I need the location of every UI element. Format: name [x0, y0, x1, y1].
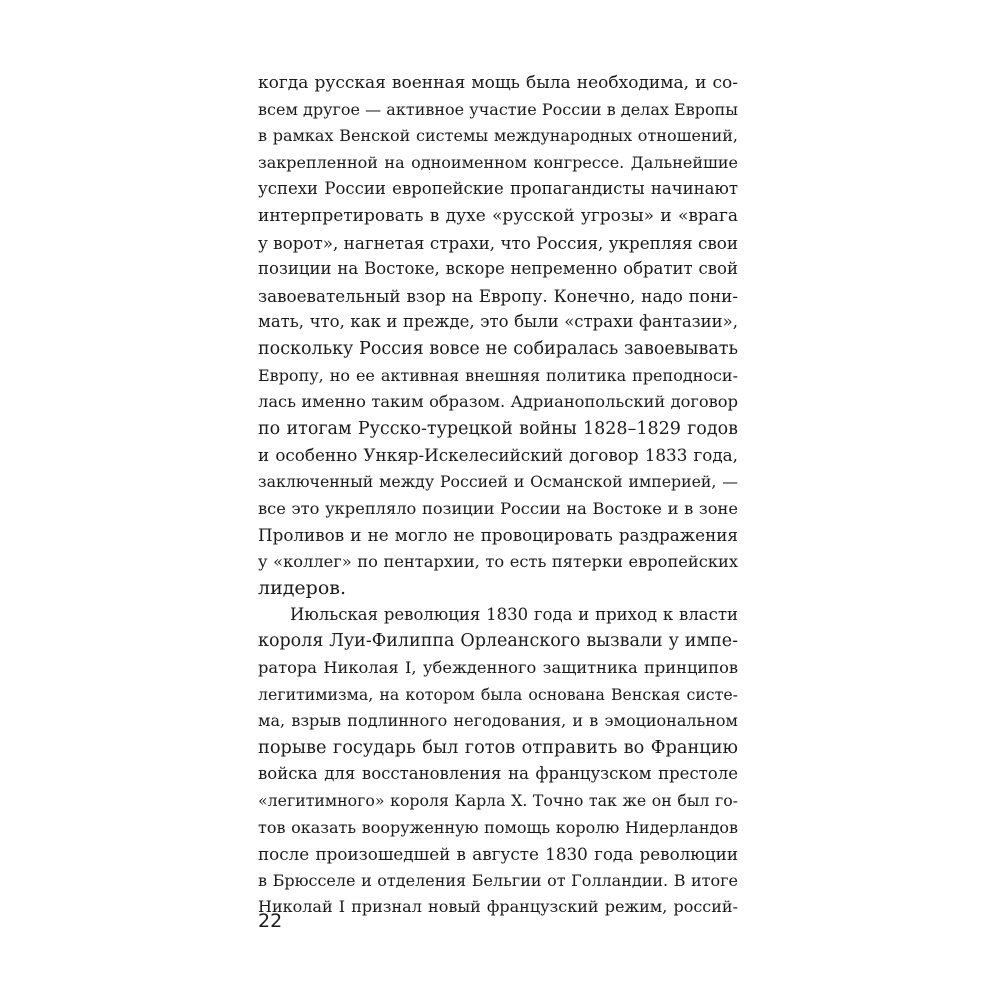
- text-line: короля Луи-Филиппа Орлеанского вызвали у импе-: [258, 631, 738, 652]
- text-line: в рамках Венской системы международных отношений,: [258, 126, 738, 146]
- text-line: ма, взрыв подлинного негодования, и в эмоциональном: [258, 711, 738, 731]
- text-line: когда русская военная мощь была необходима, и со-: [258, 73, 738, 93]
- text-line: «легитимного» короля Карла X. Точно так же он был го-: [258, 791, 738, 811]
- page-number: 22: [258, 910, 283, 932]
- text-line: мать, что, как и прежде, это были «страхи фантазии»,: [258, 312, 738, 332]
- text-line: успехи России европейские пропагандисты начинают: [258, 179, 738, 199]
- text-line: Николай I признал новый французский режим, россий-: [258, 897, 738, 917]
- text-line: после произошедшей в августе 1830 года революции: [258, 844, 738, 865]
- text-line: войска для восстановления на французском престоле: [258, 764, 738, 784]
- text-line: интерпретировать в духе «русской угрозы» и «врага: [258, 205, 738, 226]
- text-line: лидеров.: [258, 577, 347, 600]
- text-line: и особенно Ункяр-Искелесийский договор 1833 года,: [258, 445, 738, 466]
- text-line: легитимизма, на котором была основана Венская систе-: [258, 684, 738, 704]
- text-line: ратора Николая I, убежденного защитника принципов: [258, 658, 738, 678]
- text-line: в Брюсселе и отделения Бельгии от Голландии. В итоге: [258, 870, 738, 890]
- text-line: всем другое — активное участие России в делах Европы: [258, 99, 738, 119]
- text-line: Июльская революция 1830 года и приход к власти: [290, 604, 738, 624]
- text-line: Проливов и не могло не провоцировать раздражения: [258, 525, 738, 546]
- text-line: тов оказать вооруженную помощь королю Нидерландов: [258, 817, 738, 837]
- text-line: порыве государь был готов отправить во Францию: [258, 737, 738, 758]
- text-line: заключенный между Россией и Османской империей, —: [258, 471, 738, 491]
- text-line: все это укрепляло позиции России на Востоке и в зоне: [258, 498, 738, 518]
- paragraph-2: [258, 602, 738, 921]
- text-line: закрепленной на одноименном конгрессе. Дальнейшие: [258, 152, 738, 172]
- text-line: позиции на Востоке, вскоре непременно обратит свой: [258, 259, 738, 279]
- text-line: завоевательный взор на Европу. Конечно, надо пони-: [258, 285, 738, 306]
- text-line: поскольку Россия вовсе не собиралась завоевывать: [258, 338, 738, 359]
- paragraph-1: [258, 70, 738, 602]
- text-line: у «коллег» по пентархии, то есть пятерки европейских: [258, 551, 738, 571]
- text-line: лась именно таким образом. Адрианопольский договор: [258, 392, 738, 412]
- text-line: у ворот», нагнетая страхи, что Россия, укрепляя свои: [258, 232, 738, 253]
- text-line: по итогам Русско-турецкой войны 1828–1829 годов: [258, 418, 738, 439]
- text-line: Европу, но ее активная внешняя политика преподноси-: [258, 365, 738, 385]
- body-text: [258, 70, 738, 921]
